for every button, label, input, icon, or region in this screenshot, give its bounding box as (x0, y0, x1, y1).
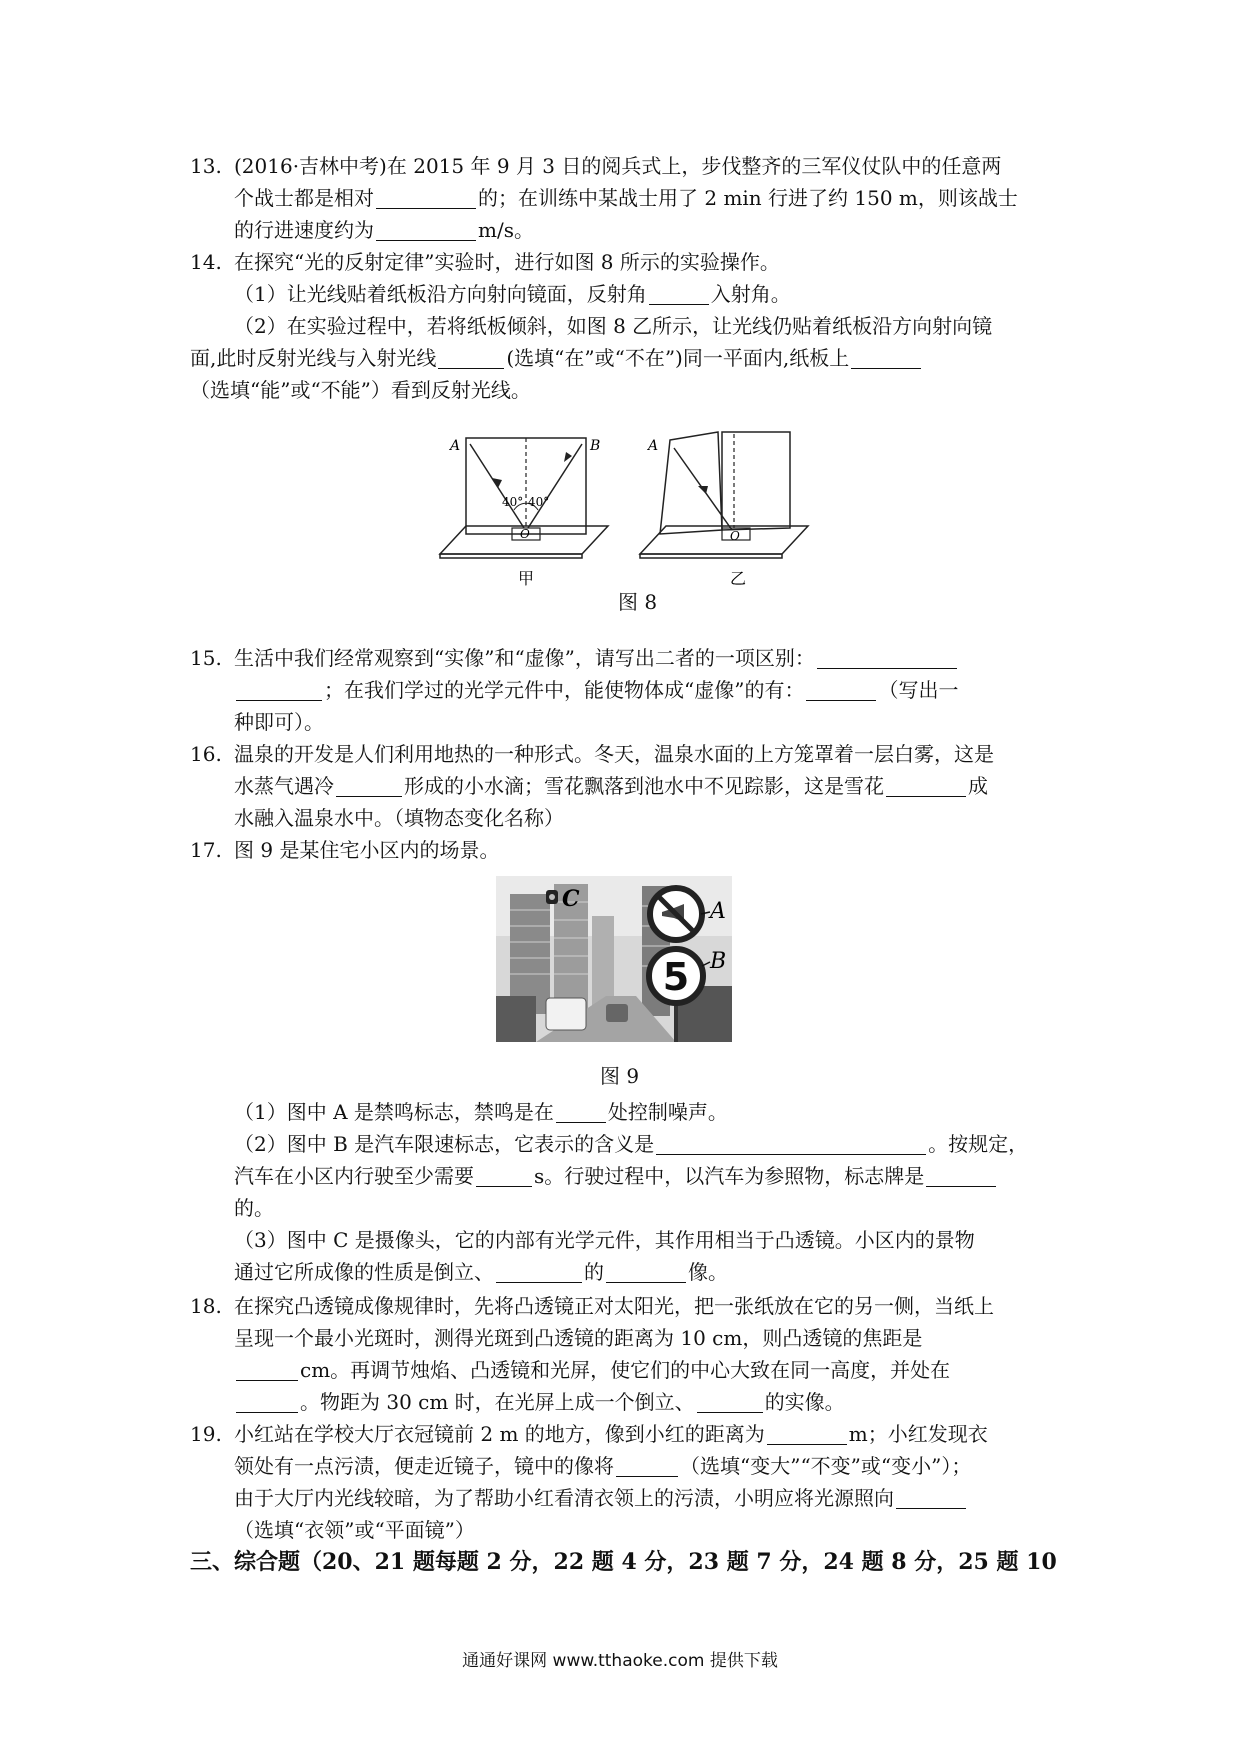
question-text: 处控制噪声。 (607, 1100, 728, 1124)
answer-blank[interactable] (438, 346, 504, 369)
question-text: 呈现一个最小光斑时，测得光斑到凸透镜的距离为 10 cm，则凸透镜的焦距是 (234, 1326, 923, 1350)
speed-limit-value: 5 (662, 955, 690, 999)
label-a: A (710, 899, 726, 924)
figure-9-caption: 图 9 (600, 1064, 640, 1088)
answer-blank[interactable] (606, 1260, 686, 1283)
car (606, 1004, 628, 1022)
question-text: 小红站在学校大厅衣冠镜前 2 m 的地方，像到小红的距离为 (234, 1422, 765, 1446)
question-text: 汽车在小区内行驶至少需要 (234, 1164, 474, 1188)
label-b: B (590, 438, 601, 454)
question-text: （3）图中 C 是摄像头，它的内部有光学元件，其作用相当于凸透镜。小区内的景物 (234, 1228, 975, 1252)
angle-label: 40° (502, 495, 524, 509)
question-text: （写出一 (878, 678, 959, 702)
question-16 (190, 738, 1060, 834)
answer-blank[interactable] (376, 186, 476, 209)
answer-blank[interactable] (496, 1260, 582, 1283)
question-text: 像。 (688, 1260, 728, 1284)
angle-label: 40° (528, 495, 550, 509)
figure-8-sublabel-left: 甲 (518, 569, 535, 588)
label-o: O (730, 529, 740, 543)
answer-blank[interactable] (851, 346, 921, 369)
question-19 (190, 1418, 1060, 1546)
answer-blank[interactable] (697, 1390, 763, 1413)
answer-blank[interactable] (817, 646, 957, 669)
question-text: 水蒸气遇冷 (234, 774, 334, 798)
question-text: 的；在训练中某战士用了 2 min 行进了约 150 m，则该战士 (478, 186, 1018, 210)
answer-blank[interactable] (476, 1164, 532, 1187)
car (546, 998, 586, 1030)
question-text: 领处有一点污渍，便走近镜子，镜中的像将 (234, 1454, 614, 1478)
question-text: （2）在实验过程中，若将纸板倾斜，如图 8 乙所示，让光线仍贴着纸板沿方向射向镜 (234, 314, 993, 338)
question-text: (2016·吉林中考)在 2015 年 9 月 3 日的阅兵式上，步伐整齐的三军仪仗队中的任意两 (234, 154, 1002, 178)
answer-blank[interactable] (236, 678, 322, 701)
question-text: 种即可）。 (234, 710, 324, 734)
answer-blank[interactable] (556, 1100, 606, 1123)
question-text: （选填“变大”“不变”或“变小”）； (680, 1454, 972, 1478)
figure-8 (430, 430, 850, 590)
answer-blank[interactable] (886, 774, 966, 797)
question-text: 由于大厅内光线较暗，为了帮助小红看清衣领上的污渍，小明应将光源照向 (234, 1486, 894, 1510)
question-text: ；在我们学过的光学元件中，能使物体成“虚像”的有： (324, 678, 805, 702)
question-text: （选填“能”或“不能”）看到反射光线。 (190, 378, 531, 402)
question-18 (190, 1290, 1060, 1418)
label-a: A (648, 438, 659, 454)
question-text: 的 (584, 1260, 604, 1284)
question-text: （1）图中 A 是禁鸣标志，禁鸣是在 (234, 1100, 554, 1124)
question-text: 形成的小水滴；雪花飘落到池水中不见踪影，这是雪花 (404, 774, 884, 798)
speed-limit-sign (649, 949, 703, 1003)
answer-blank[interactable] (236, 1390, 298, 1413)
camera-icon (546, 890, 558, 904)
answer-blank[interactable] (767, 1422, 847, 1445)
section-heading: 三、综合题（20、21 题每题 2 分，22 题 4 分，23 题 7 分，24 题 8 分，25 题 10 (190, 1549, 1057, 1575)
question-text: 生活中我们经常观察到“实像”和“虚像”，请写出二者的一项区别： (234, 646, 815, 670)
question-number: 13. (190, 154, 222, 178)
figure-8-sublabel-right: 乙 (730, 569, 747, 588)
question-text: （选填“衣领”或“平面镜”） (234, 1518, 475, 1542)
question-text: 入射角。 (710, 282, 791, 306)
question-number: 18. (190, 1294, 222, 1318)
tilted-paper-board (660, 432, 722, 534)
question-14 (190, 246, 1060, 406)
answer-blank[interactable] (236, 1358, 298, 1381)
figure-8-caption: 图 8 (618, 590, 658, 614)
question-text: （1）让光线贴着纸板沿方向射向镜面，反射角 (234, 282, 647, 306)
page-footer: 通通好课网 www.tthaoke.com 提供下载 (462, 1651, 778, 1671)
question-text: 的。 (234, 1196, 274, 1220)
label-b: B (710, 949, 727, 974)
no-honking-sign (650, 888, 702, 940)
answer-blank[interactable] (376, 218, 476, 241)
answer-blank[interactable] (656, 1132, 926, 1155)
question-text: 在探究凸透镜成像规律时，先将凸透镜正对太阳光，把一张纸放在它的另一侧，当纸上 (234, 1294, 994, 1318)
question-text: m/s。 (478, 218, 534, 242)
label-o: O (520, 527, 530, 541)
question-17-parts (234, 1096, 1060, 1288)
question-text: 的实像。 (764, 1390, 845, 1414)
question-text: （2）图中 B 是汽车限速标志，它表示的含义是 (234, 1132, 655, 1156)
answer-blank[interactable] (896, 1486, 966, 1509)
question-number: 19. (190, 1422, 222, 1446)
answer-blank[interactable] (806, 678, 876, 701)
question-text: 面,此时反射光线与入射光线 (190, 346, 437, 370)
question-text: 通过它所成像的性质是倒立、 (234, 1260, 494, 1284)
question-text: 。物距为 30 cm 时，在光屏上成一个倒立、 (300, 1390, 695, 1414)
question-text: 个战士都是相对 (234, 186, 374, 210)
answer-blank[interactable] (926, 1164, 996, 1187)
answer-blank[interactable] (336, 774, 402, 797)
question-number: 14. (190, 250, 222, 274)
question-17 (190, 834, 1060, 866)
label-c: C (562, 886, 580, 912)
answer-blank[interactable] (649, 282, 709, 305)
figure-9-photo (496, 876, 732, 1042)
question-15 (190, 642, 1060, 738)
question-text: s。行驶过程中，以汽车为参照物，标志牌是 (534, 1164, 925, 1188)
question-number: 16. (190, 742, 222, 766)
question-text: cm。再调节烛焰、凸透镜和光屏，使它们的中心大致在同一高度，并处在 (300, 1358, 951, 1382)
figure-8-right-diagram (640, 432, 808, 558)
question-text: 。按规定， (928, 1132, 1029, 1156)
question-number: 17. (190, 838, 222, 862)
question-text: m；小红发现衣 (848, 1422, 988, 1446)
question-text: 的行进速度约为 (234, 218, 374, 242)
label-a: A (450, 438, 461, 454)
reflected-ray (528, 444, 582, 528)
question-text: 图 9 是某住宅小区内的场景。 (234, 838, 500, 862)
question-13 (190, 150, 1060, 246)
question-text: 温泉的开发是人们利用地热的一种形式。冬天，温泉水面的上方笼罩着一层白雾，这是 (234, 742, 994, 766)
question-text: 成 (968, 774, 988, 798)
question-text: 水融入温泉水中。（填物态变化名称） (234, 806, 564, 830)
answer-blank[interactable] (616, 1454, 678, 1477)
question-number: 15. (190, 646, 222, 670)
question-text: (选填“在”或“不在”)同一平面内,纸板上 (506, 346, 850, 370)
question-text: 在探究“光的反射定律”实验时，进行如图 8 所示的实验操作。 (234, 250, 780, 274)
figure-8-left-diagram (440, 438, 608, 558)
